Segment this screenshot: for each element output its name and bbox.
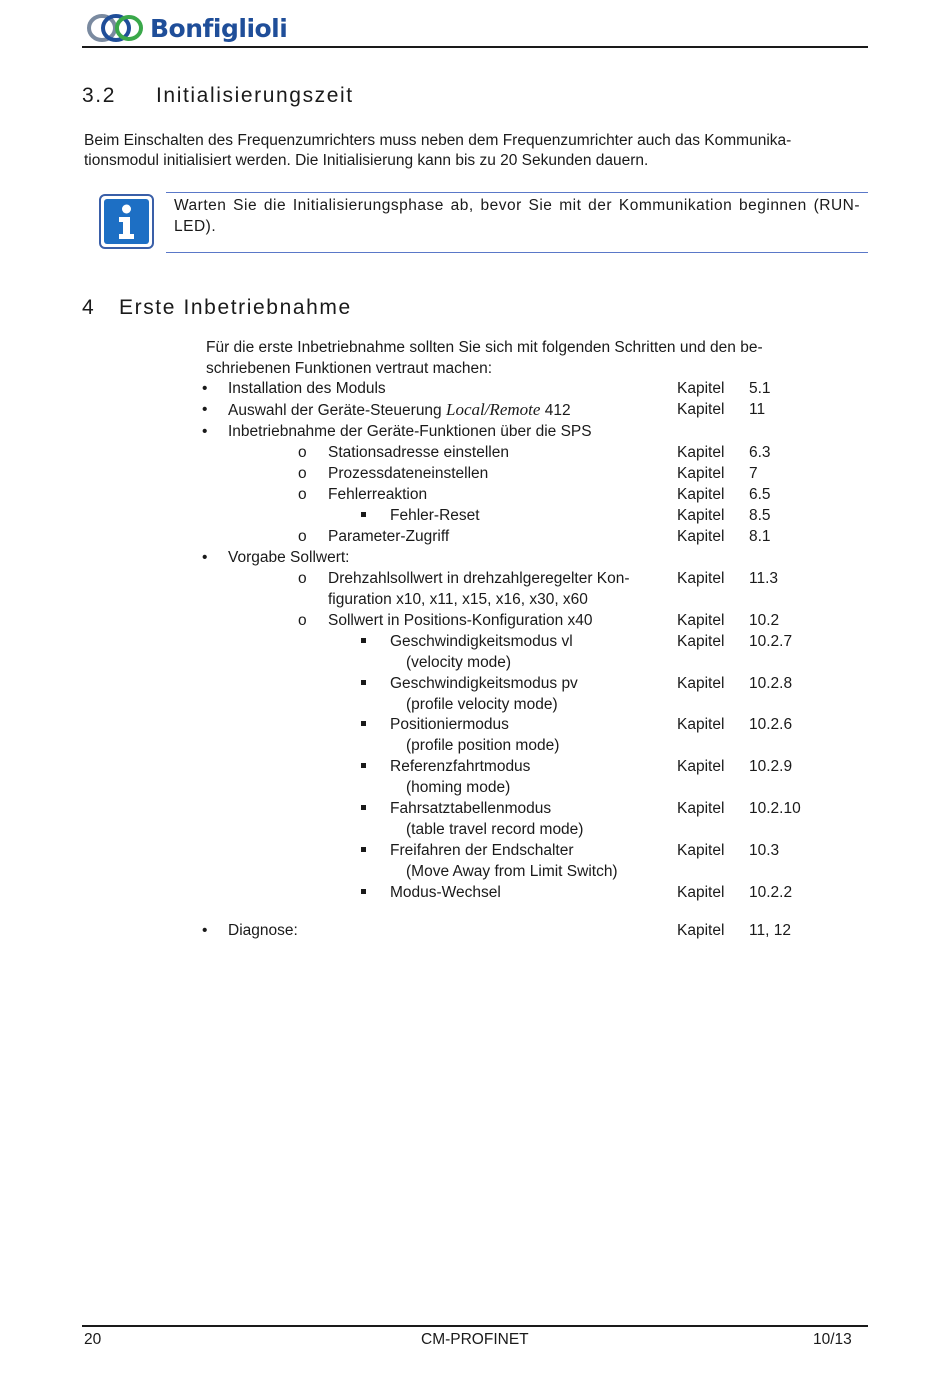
kapitel-label: Kapitel	[677, 570, 725, 587]
list-item-geschwindigkeit-vl: Geschwindigkeitsmodus vl	[390, 633, 573, 650]
chapter-ref: 8.1	[749, 528, 771, 545]
chapter-ref: 10.2	[749, 612, 780, 629]
kapitel-label: Kapitel	[677, 716, 725, 733]
list-item-geschwindigkeit-vl-en: (velocity mode)	[406, 654, 512, 671]
circle-marker: o	[298, 570, 307, 587]
section-3-2-number: 3.2	[82, 84, 116, 107]
info-icon	[99, 194, 154, 249]
bullet-marker: •	[202, 423, 208, 440]
circle-marker: o	[298, 486, 307, 503]
chapter-ref: 11, 12	[749, 922, 791, 939]
square-marker	[361, 847, 366, 852]
chapter-ref: 10.2.6	[749, 716, 793, 733]
list-item-fehler-reset: Fehler-Reset	[390, 507, 480, 524]
section-4-intro-line1: Für die erste Inbetriebnahme sollten Sie sich mit folgenden Schritten und den be-	[206, 339, 763, 356]
header-rule	[82, 46, 868, 48]
bullet-marker: •	[202, 380, 208, 397]
bullet-marker: •	[202, 401, 208, 418]
kapitel-label: Kapitel	[677, 922, 725, 939]
circle-marker: o	[298, 528, 307, 545]
chapter-ref: 7	[749, 465, 758, 482]
list-item-drehzahlsollwert-cont: figuration x10, x11, x15, x16, x30, x60	[328, 591, 588, 608]
list-item-sollwert-positions: Sollwert in Positions-Konfiguration x40	[328, 612, 593, 629]
kapitel-label: Kapitel	[677, 444, 725, 461]
logo-mark-icon	[86, 13, 144, 43]
kapitel-label: Kapitel	[677, 842, 725, 859]
chapter-ref: 5.1	[749, 380, 771, 397]
section-4-intro-line2: schriebenen Funktionen vertraut machen:	[206, 360, 493, 377]
list-item-installation: Installation des Moduls	[228, 380, 386, 397]
footer-page-number: 20	[84, 1331, 102, 1348]
chapter-ref: 6.3	[749, 444, 771, 461]
bullet-marker: •	[202, 922, 208, 939]
list-item-freifahren: Freifahren der Endschalter	[390, 842, 574, 859]
list-item-referenzfahrt-en: (homing mode)	[406, 779, 511, 796]
footer-rule	[82, 1325, 868, 1327]
list-item-diagnose: Diagnose:	[228, 922, 298, 939]
chapter-ref: 11	[749, 401, 766, 418]
kapitel-label: Kapitel	[677, 633, 725, 650]
chapter-ref: 10.2.10	[749, 800, 801, 817]
list-item-positioniermodus-en: (profile position mode)	[406, 737, 560, 754]
list-item-referenzfahrt: Referenzfahrtmodus	[390, 758, 531, 775]
chapter-ref: 6.5	[749, 486, 771, 503]
note-text: Warten Sie die Initialisierungsphase ab, bevor Sie mit der Kommunikation beginnen (RUN-LED).	[174, 197, 860, 235]
chapter-ref: 10.2.8	[749, 675, 793, 692]
kapitel-label: Kapitel	[677, 401, 725, 418]
kapitel-label: Kapitel	[677, 612, 725, 629]
square-marker	[361, 680, 366, 685]
list-item-drehzahlsollwert: Drehzahlsollwert in drehzahlgeregelter Kon-	[328, 570, 630, 587]
section-3-2-title: Initialisierungszeit	[156, 84, 354, 107]
circle-marker: o	[298, 444, 307, 461]
chapter-ref: 10.3	[749, 842, 780, 859]
list-item-fehlerreaktion: Fehlerreaktion	[328, 486, 428, 503]
square-marker	[361, 763, 366, 768]
section-4-number: 4	[82, 296, 96, 319]
kapitel-label: Kapitel	[677, 528, 725, 545]
list-item-stationsadresse: Stationsadresse einstellen	[328, 444, 509, 461]
list-item-parameter-zugriff: Parameter-Zugriff	[328, 528, 450, 545]
brand-name: Bonfiglioli	[150, 13, 288, 43]
chapter-ref: 11.3	[749, 570, 779, 587]
kapitel-label: Kapitel	[677, 675, 725, 692]
list-item-geraete-steuerung: Auswahl der Geräte-Steuerung Local/Remote 412	[228, 400, 571, 419]
local-remote-italic: Local/Remote	[445, 400, 541, 419]
footer-date: 10/13	[813, 1331, 852, 1348]
list-item-inbetriebnahme-sps: Inbetriebnahme der Geräte-Funktionen über die SPS	[228, 423, 592, 440]
list-item-fahrsatztabellen-en: (table travel record mode)	[406, 821, 584, 838]
square-marker	[361, 805, 366, 810]
section-3-2-para-line1: Beim Einschalten des Frequenzumrichters muss neben dem Frequenzumrichter auch das Kommunika-	[84, 132, 792, 149]
chapter-ref: 8.5	[749, 507, 771, 524]
list-item-vorgabe-sollwert: Vorgabe Sollwert:	[228, 549, 350, 566]
kapitel-label: Kapitel	[677, 800, 725, 817]
circle-marker: o	[298, 612, 307, 629]
kapitel-label: Kapitel	[677, 465, 725, 482]
brand-logo	[86, 10, 287, 46]
kapitel-label: Kapitel	[677, 486, 725, 503]
section-4-title: Erste Inbetriebnahme	[119, 296, 352, 319]
list-item-prozessdaten: Prozessdateneinstellen	[328, 465, 489, 482]
chapter-ref: 10.2.9	[749, 758, 793, 775]
square-marker	[361, 889, 366, 894]
chapter-ref: 10.2.2	[749, 884, 793, 901]
list-item-positioniermodus: Positioniermodus	[390, 716, 509, 733]
list-item-geschwindigkeit-pv-en: (profile velocity mode)	[406, 696, 558, 713]
list-item-geschwindigkeit-pv: Geschwindigkeitsmodus pv	[390, 675, 578, 692]
chapter-ref: 10.2.7	[749, 633, 793, 650]
list-item-modus-wechsel: Modus-Wechsel	[390, 884, 501, 901]
kapitel-label: Kapitel	[677, 507, 725, 524]
list-item-freifahren-en: (Move Away from Limit Switch)	[406, 863, 618, 880]
bullet-marker: •	[202, 549, 208, 566]
square-marker	[361, 512, 366, 517]
kapitel-label: Kapitel	[677, 884, 725, 901]
square-marker	[361, 721, 366, 726]
kapitel-label: Kapitel	[677, 380, 725, 397]
section-3-2-para-line2: tionsmodul initialisiert werden. Die Initialisierung kann bis zu 20 Sekunden dauern.	[84, 152, 649, 169]
kapitel-label: Kapitel	[677, 758, 725, 775]
list-item-fahrsatztabellen: Fahrsatztabellenmodus	[390, 800, 552, 817]
square-marker	[361, 638, 366, 643]
footer-document-name: CM-PROFINET	[421, 1331, 529, 1348]
circle-marker: o	[298, 465, 307, 482]
